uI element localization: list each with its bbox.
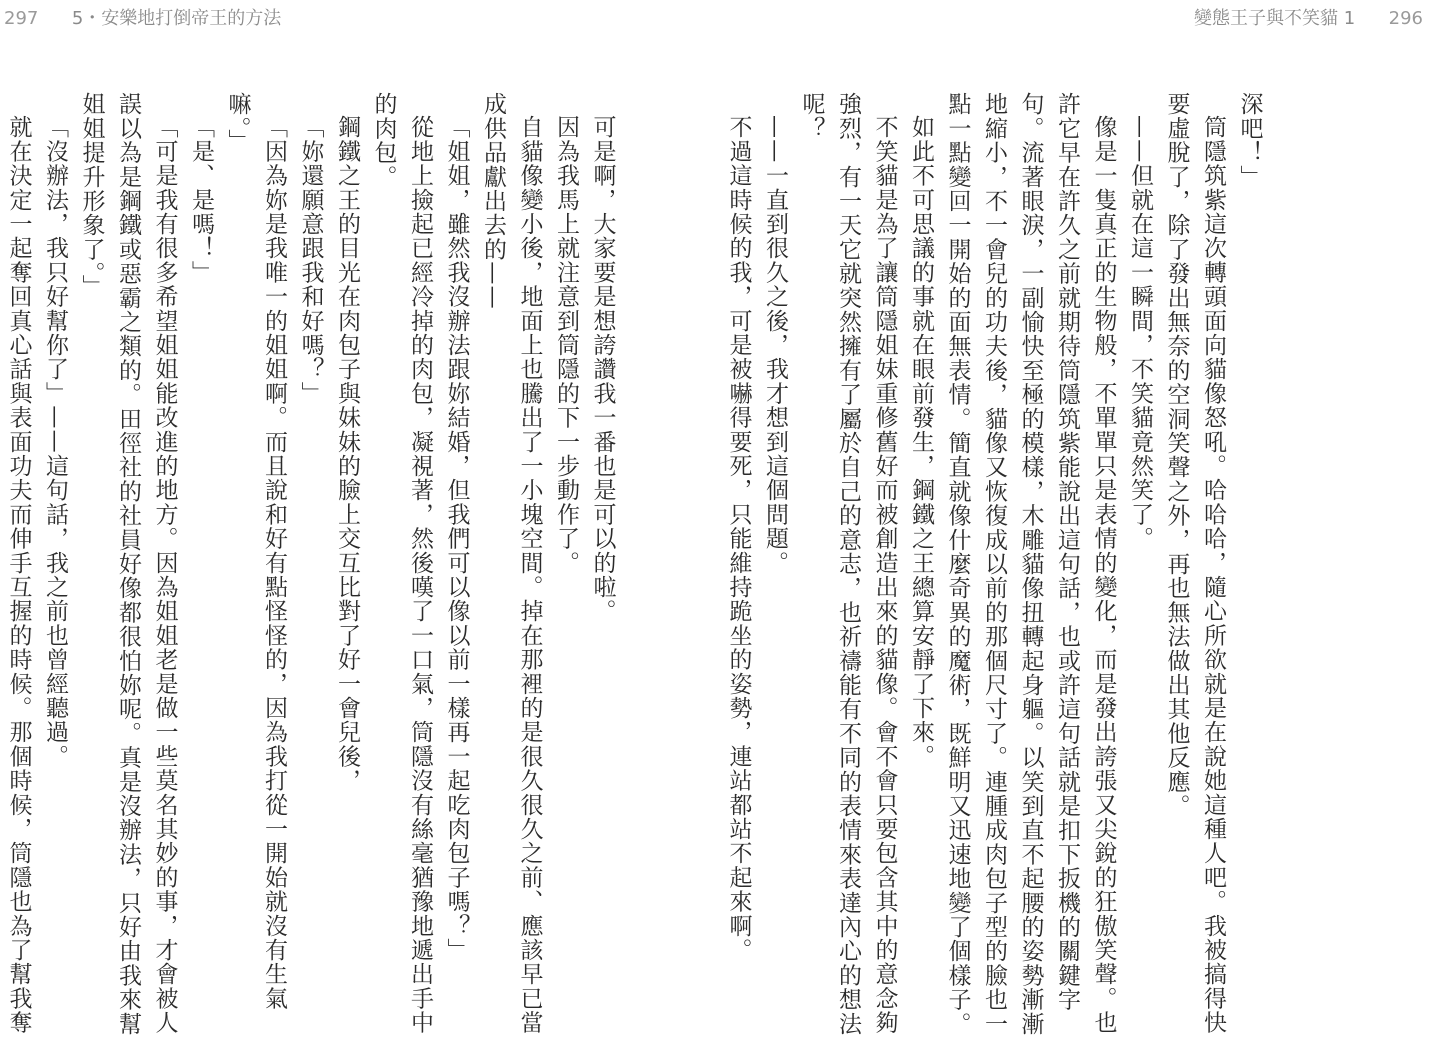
left-page-number: 297	[4, 8, 39, 29]
paragraph: 不過這時候的我，可是被嚇得要死，只能維持跪坐的姿勢，連站都站不起來啊。	[725, 115, 752, 962]
paragraph: 如此不可思議的事就在眼前發生，鋼鐵之王總算安靜了下來。	[908, 115, 934, 769]
paragraph: 可是啊，大家要是想誇讚我一番也是可以的啦。	[589, 115, 616, 624]
paragraph: 「姐姐，雖然我沒辦法跟妳結婚，但我們可以像以前一樣再一起吃肉包子嗎？」	[443, 115, 470, 962]
paragraph: 深吧！」	[1236, 92, 1263, 189]
paragraph: 就在決定一起奪回真心話與表面功夫而伸手互握的時候。那個時候，筒隱也為了幫我奪	[5, 115, 32, 1035]
left-page-text	[0, 92, 720, 1053]
paragraph: ——一直到很久之後，我才想到這個問題。	[762, 115, 788, 575]
right-page-number: 296	[1388, 8, 1423, 29]
paragraph: 「因為妳是我唯一的姐姐啊。而且說和好有點怪怪的，因為我打從一開始就沒有生氣嘛。」	[224, 92, 287, 1011]
paragraph: ——但就在這一瞬間，不笑貓竟然笑了。	[1127, 115, 1153, 551]
paragraph: 「妳還願意跟我和好嗎？」	[297, 115, 324, 406]
paragraph: 鋼鐵之王的目光在肉包子與妹妹的臉上交互比對了好一會兒後，	[334, 115, 360, 793]
paragraph: 「是、是嗎！」	[188, 115, 214, 285]
left-page-body	[0, 92, 720, 1053]
paragraph: 「可是我有很多希望姐姐能改進的地方。因為姐姐老是做一些莫名其妙的事，才會被人誤以為是鋼鐵或惡霸之類的。田徑社的社員好像都很怕妳呢。真是沒辦法，只好由我來幫姐姐提升形象了。」	[78, 92, 178, 1036]
left-page-header	[4, 4, 281, 30]
paragraph: 因為我馬上就注意到筒隱的下一步動作了。	[553, 115, 579, 575]
paragraph: 筒隱筑紫這次轉頭面向貓像怒吼。哈哈哈，隨心所欲就是在說她這種人吧。我被搞得快要虛脫了，除了發出無奈的空洞笑聲之外，再也無法做出其他反應。	[1163, 92, 1226, 1035]
paragraph: 不笑貓是為了讓筒隱姐妹重修舊好而被創造出來的貓像。會不會只要包含其中的意念夠強烈，有一天它就突然擁有了屬於自己的意志，也祈禱能有不同的表情來表達內心的想法呢？	[798, 92, 898, 1036]
chapter-title: 5・安樂地打倒帝王的方法	[71, 8, 282, 29]
book-title: 變態王子與不笑貓 1	[1193, 8, 1356, 29]
paragraph: 像是一隻真正的生物般，不單單只是表情的變化，而是發出誇張又尖銳的狂傲笑聲。也許它早在許久之前就期待筒隱筑紫能說出這句話，也或許這句話就是扣下扳機的關鍵字句。流著眼淚，一副愉快至極的模樣，木雕貓像扭轉起身軀。以笑到直不起腰的姿勢漸漸地縮小，不一會兒的功夫後，貓像又恢復成以前的那個尺寸了。連腫成肉包子型的臉也一點一點變回一開始的面無表情。簡直就像什麼奇異的魔術，既鮮明又迅速地變了個樣子。	[944, 92, 1117, 1036]
paragraph: 「沒辦法，我只好幫你了」——這句話，我之前也曾經聽過。	[42, 115, 68, 769]
right-page-text	[720, 92, 1272, 1053]
right-page-body	[720, 92, 1429, 1053]
right-page-header	[1194, 4, 1423, 30]
paragraph: 從地上撿起已經冷掉的肉包，凝視著，然後嘆了一口氣，筒隱沒有絲毫猶豫地遞出手中的肉包。	[370, 92, 433, 1035]
paragraph: 自貓像變小後，地面上也騰出了一小塊空間。掉在那裡的是很久很久之前、應該早已當成供品獻出去的——	[480, 92, 543, 1035]
